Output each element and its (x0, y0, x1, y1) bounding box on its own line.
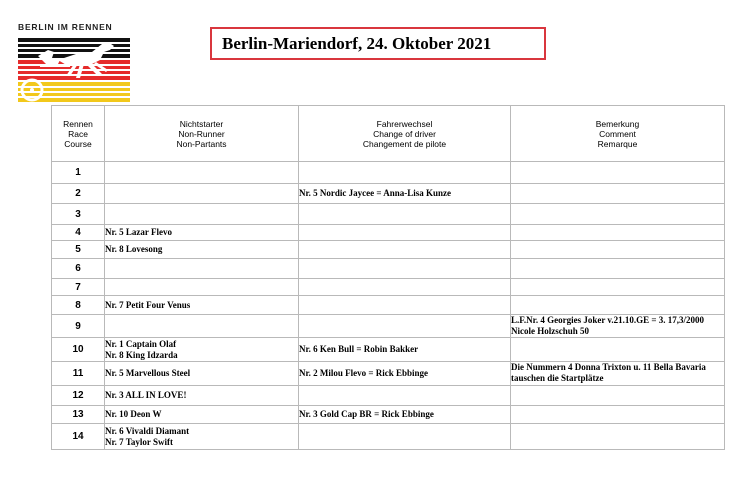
comment-cell (511, 184, 725, 204)
driver-change-cell (299, 315, 511, 338)
driver-change-cell (299, 225, 511, 241)
nonstarter-cell: Nr. 1 Captain Olaf Nr. 8 King Idzarda (105, 338, 299, 362)
table-row (52, 259, 725, 279)
race-number: 1 (52, 162, 105, 184)
race-number: 8 (52, 296, 105, 315)
table-row (52, 204, 725, 225)
race-number: 11 (52, 362, 105, 386)
driver-change-cell (299, 204, 511, 225)
header-nonstarter: Nichtstarter Non-Runner Non-Partants (105, 106, 299, 162)
nonstarter-cell: Nr. 3 ALL IN LOVE! (105, 386, 299, 406)
nonstarter-cell: Nr. 8 Lovesong (105, 241, 299, 259)
comment-cell (511, 259, 725, 279)
race-number: 12 (52, 386, 105, 406)
table-row (52, 184, 725, 204)
table-row (52, 386, 725, 406)
nonstarter-cell (105, 259, 299, 279)
nonstarter-cell (105, 184, 299, 204)
table-row (52, 315, 725, 338)
race-number: 14 (52, 424, 105, 450)
comment-cell: Die Nummern 4 Donna Trixton u. 11 Bella Bavaria tauschen die Startplätze (511, 362, 725, 386)
logo-text: BERLIN IM RENNEN (18, 22, 113, 32)
nonstarter-cell (105, 162, 299, 184)
race-number: 9 (52, 315, 105, 338)
comment-cell (511, 386, 725, 406)
driver-change-cell (299, 162, 511, 184)
comment-cell (511, 241, 725, 259)
comment-cell (511, 406, 725, 424)
nonstarter-cell: Nr. 6 Vivaldi Diamant Nr. 7 Taylor Swift (105, 424, 299, 450)
title-box (210, 27, 546, 60)
driver-change-cell (299, 386, 511, 406)
driver-change-cell: Nr. 5 Nordic Jaycee = Anna-Lisa Kunze (299, 184, 511, 204)
race-number: 3 (52, 204, 105, 225)
race-number: 5 (52, 241, 105, 259)
driver-change-cell: Nr. 3 Gold Cap BR = Rick Ebbinge (299, 406, 511, 424)
table-row (52, 162, 725, 184)
berlin-im-rennen-logo (18, 22, 130, 104)
table-header-row (52, 106, 725, 162)
driver-change-cell: Nr. 6 Ken Bull = Robin Bakker (299, 338, 511, 362)
nonstarter-cell: Nr. 7 Petit Four Venus (105, 296, 299, 315)
table-row (52, 424, 725, 450)
table-row (52, 406, 725, 424)
table-row (52, 279, 725, 296)
page-title: Berlin-Mariendorf, 24. Oktober 2021 (222, 33, 492, 53)
nonstarter-cell (105, 279, 299, 296)
nonstarter-cell: Nr. 5 Lazar Flevo (105, 225, 299, 241)
trotting-horse-icon (18, 36, 130, 104)
comment-cell (511, 162, 725, 184)
driver-change-cell (299, 296, 511, 315)
comment-cell (511, 225, 725, 241)
race-changes-table (51, 105, 725, 450)
nonstarter-cell: Nr. 10 Deon W (105, 406, 299, 424)
comment-cell: L.F.Nr. 4 Georgies Joker v.21.10.GE = 3. 17,3/2000 Nicole Holzschuh 50 (511, 315, 725, 338)
race-number: 10 (52, 338, 105, 362)
nonstarter-cell (105, 204, 299, 225)
race-number: 4 (52, 225, 105, 241)
nonstarter-cell: Nr. 5 Marvellous Steel (105, 362, 299, 386)
comment-cell (511, 279, 725, 296)
header-race: Rennen Race Course (52, 106, 105, 162)
driver-change-cell (299, 241, 511, 259)
driver-change-cell (299, 279, 511, 296)
driver-change-cell (299, 259, 511, 279)
table-row (52, 362, 725, 386)
comment-cell (511, 296, 725, 315)
race-number: 2 (52, 184, 105, 204)
race-number: 13 (52, 406, 105, 424)
driver-change-cell (299, 424, 511, 450)
header-comment: Bemerkung Comment Remarque (511, 106, 725, 162)
comment-cell (511, 424, 725, 450)
comment-cell (511, 338, 725, 362)
table-row (52, 241, 725, 259)
table-row (52, 296, 725, 315)
table-row (52, 225, 725, 241)
race-number: 7 (52, 279, 105, 296)
race-number: 6 (52, 259, 105, 279)
table-row (52, 338, 725, 362)
header-driver-change: Fahrerwechsel Change of driver Changement de pilote (299, 106, 511, 162)
driver-change-cell: Nr. 2 Milou Flevo = Rick Ebbinge (299, 362, 511, 386)
nonstarter-cell (105, 315, 299, 338)
comment-cell (511, 204, 725, 225)
